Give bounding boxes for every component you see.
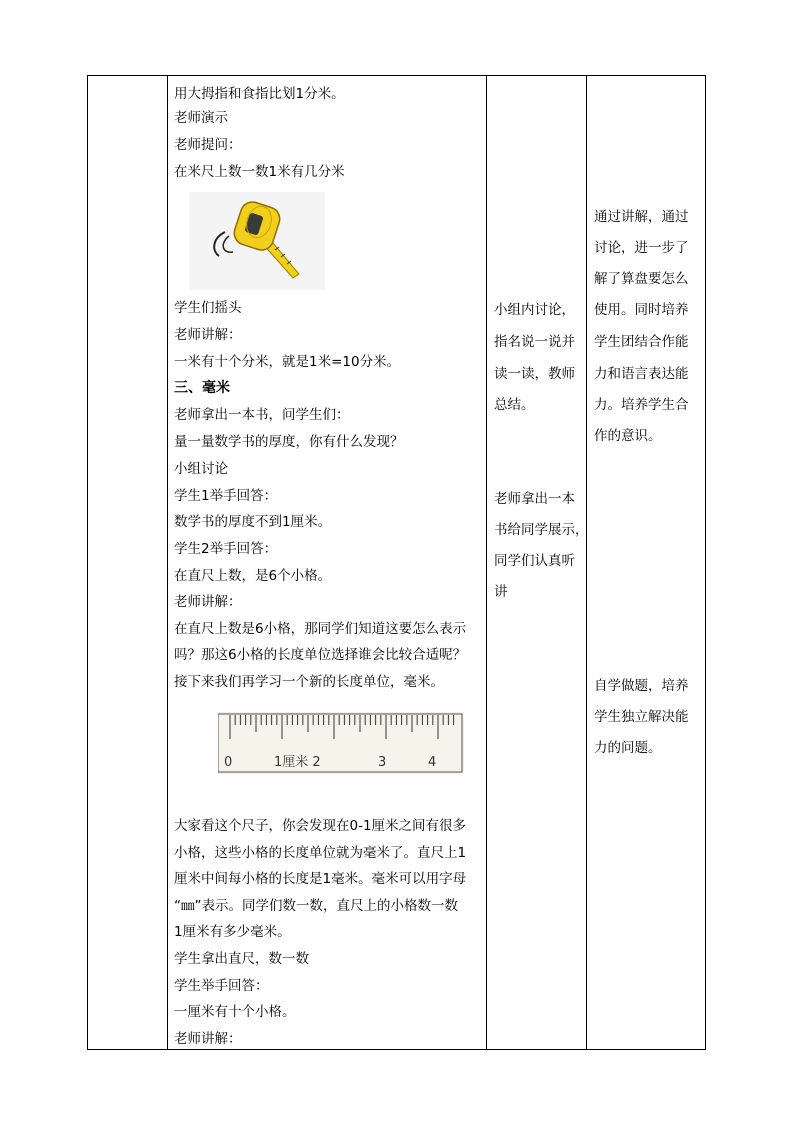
text-line: 总结。 — [494, 397, 535, 413]
ruler-label: 1厘米 2 — [274, 755, 321, 770]
text-line: 力的问题。 — [594, 740, 662, 756]
text-line: 力。培养学生合 — [594, 397, 689, 413]
text-line: 讨论，进一步了 — [594, 240, 689, 256]
text-line: 学生们摇头 — [174, 300, 242, 316]
text-line: 解了算盘要怎么 — [594, 271, 689, 287]
text-line: 在直尺上数是6小格，那同学们知道这要怎么表示 — [174, 621, 467, 637]
text-line: 学生1举手回答： — [174, 488, 278, 504]
text-line: 大家看这个尺子，你会发现在0-1厘米之间有很多 — [174, 818, 467, 834]
text-line: 力和语言表达能 — [594, 366, 689, 382]
text-line: 1厘米有多少毫米。 — [174, 924, 291, 940]
ruler-label: 0 — [224, 755, 233, 770]
text-line: 通过讲解，通过 — [594, 209, 689, 225]
text-line: 作的意识。 — [594, 428, 662, 444]
ruler-label: 3 — [378, 755, 387, 770]
text-line: 数学书的厚度不到1厘米。 — [174, 514, 332, 530]
text-line: 学生独立解决能 — [594, 709, 689, 725]
text-line: 读一读，教师 — [494, 366, 575, 382]
tape-measure-image — [189, 192, 325, 290]
text-line: 使用。同时培养 — [594, 302, 689, 318]
ruler-image — [218, 712, 464, 774]
column-divider — [486, 76, 487, 1049]
text-line: 讲 — [494, 584, 508, 600]
text-line: 同学们认真听 — [494, 553, 575, 569]
section-heading: 三、毫米 — [174, 380, 230, 396]
text-line: “㎜”表示。同学们数一数，直尺上的小格数一数 — [174, 898, 458, 914]
text-line: 小格，这些小格的长度单位就为毫米了。直尺上1 — [174, 845, 467, 861]
text-line: 一米有十个分米，就是1米=10分米。 — [174, 354, 401, 370]
text-line: 书给同学展示， — [494, 522, 589, 538]
text-line: 接下来我们再学习一个新的长度单位，毫米。 — [174, 674, 444, 690]
column-divider — [167, 76, 168, 1049]
text-line: 老师讲解： — [174, 327, 242, 343]
text-line: 老师提问： — [174, 137, 242, 153]
text-line: 学生举手回答： — [174, 978, 269, 994]
text-line: 小组内讨论， — [494, 302, 575, 318]
text-line: 老师拿出一本 — [494, 491, 575, 507]
text-line: 学生拿出直尺，数一数 — [174, 951, 309, 967]
text-line: 在米尺上数一数1米有几分米 — [174, 164, 345, 180]
text-line: 学生团结合作能 — [594, 334, 689, 350]
text-line: 指名说一说并 — [494, 334, 575, 350]
ruler-label: 4 — [428, 755, 437, 770]
text-line: 老师讲解： — [174, 594, 242, 610]
text-line: 厘米中间每小格的长度是1毫米。毫米可以用字母 — [174, 871, 467, 887]
column-divider — [586, 76, 587, 1049]
text-line: 一厘米有十个小格。 — [174, 1004, 296, 1020]
text-line: 小组讨论 — [174, 461, 228, 477]
text-line: 吗？那这6小格的长度单位选择谁会比较合适呢？ — [174, 647, 467, 663]
text-line: 在直尺上数，是6个小格。 — [174, 568, 332, 584]
text-line: 老师拿出一本书，问学生们： — [174, 407, 350, 423]
text-line: 老师讲解： — [174, 1031, 242, 1047]
text-line: 学生2举手回答： — [174, 541, 278, 557]
text-line: 量一量数学书的厚度，你有什么发现？ — [174, 434, 404, 450]
text-line: 老师演示 — [174, 110, 228, 126]
text-line: 用大拇指和食指比划1分米。 — [174, 86, 345, 102]
text-line: 自学做题，培养 — [594, 678, 689, 694]
